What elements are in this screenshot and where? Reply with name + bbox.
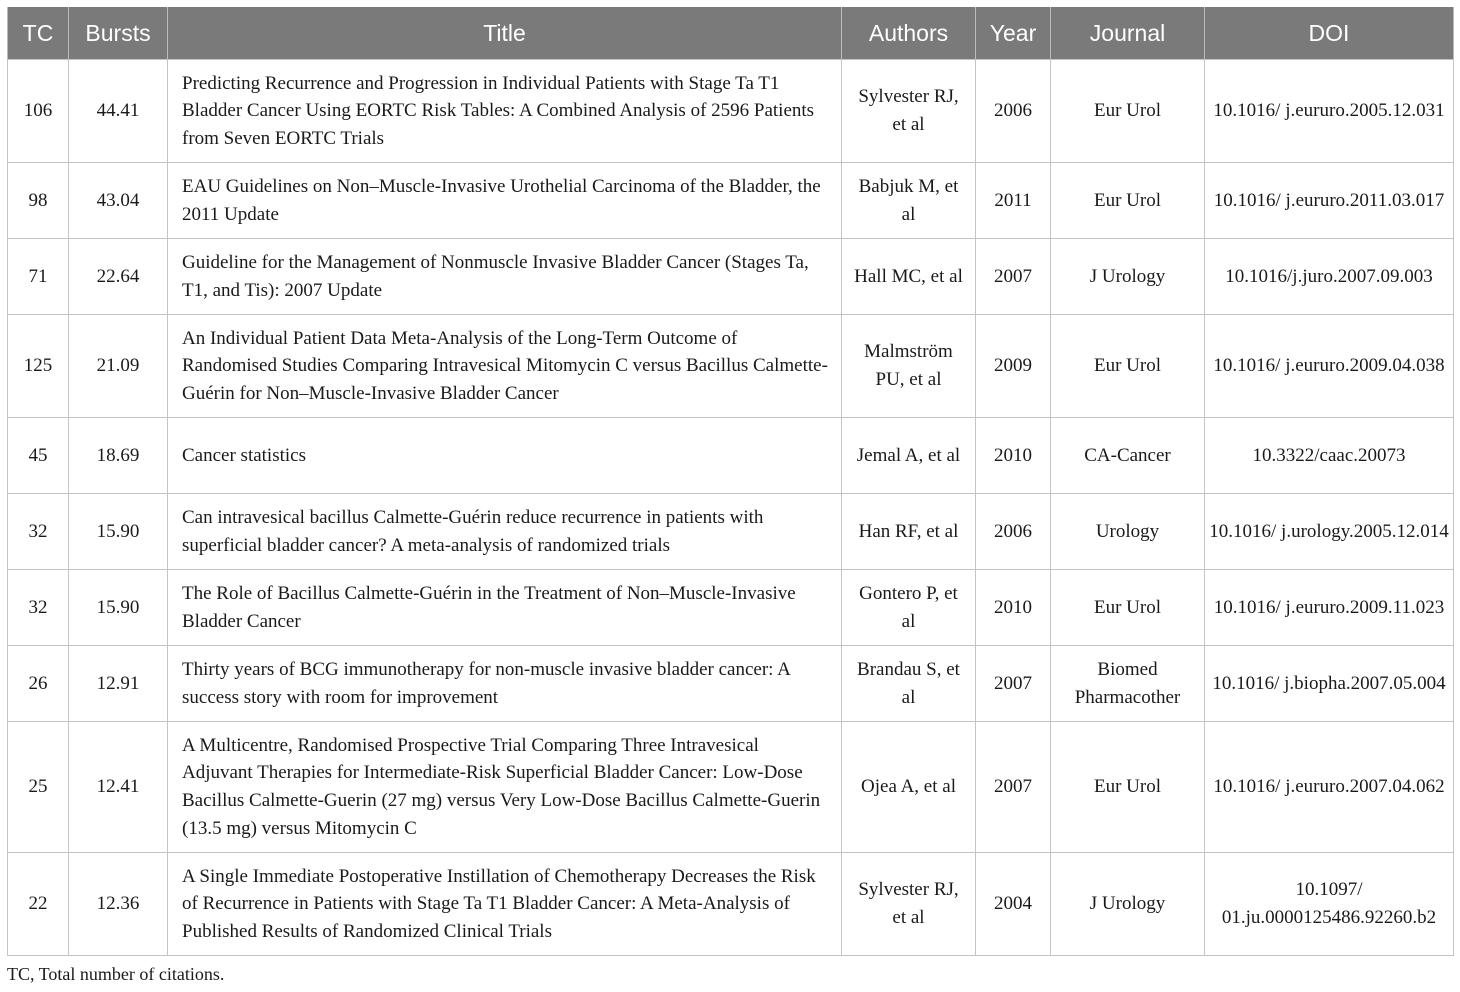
journal-cell: J Urology (1051, 853, 1205, 956)
authors-cell: Jemal A, et al (842, 418, 976, 494)
year-cell: 2006 (976, 60, 1051, 163)
tc-cell: 71 (8, 239, 69, 315)
tc-cell: 32 (8, 494, 69, 570)
tc-cell: 98 (8, 163, 69, 239)
title-cell: Predicting Recurrence and Progression in Individual Patients with Stage Ta T1 Bladder Cancer Using EORTC Risk Tables: A Combined Analysis of 2596 Patients from Seven EORTC Trials (168, 60, 842, 163)
doi-cell: 10.1016/ j.eururo.2007.04.062 (1205, 722, 1454, 853)
year-cell: 2010 (976, 570, 1051, 646)
year-cell: 2009 (976, 315, 1051, 418)
doi-cell: 10.1016/ j.eururo.2009.04.038 (1205, 315, 1454, 418)
column-header-bursts: Bursts (69, 7, 168, 60)
authors-cell: Ojea A, et al (842, 722, 976, 853)
authors-cell: Sylvester RJ, et al (842, 853, 976, 956)
bursts-cell: 43.04 (69, 163, 168, 239)
table-row (8, 418, 1454, 494)
tc-cell: 125 (8, 315, 69, 418)
year-cell: 2006 (976, 494, 1051, 570)
tc-cell: 106 (8, 60, 69, 163)
title-cell: EAU Guidelines on Non–Muscle-Invasive Urothelial Carcinoma of the Bladder, the 2011 Update (168, 163, 842, 239)
doi-cell: 10.1016/ j.biopha.2007.05.004 (1205, 646, 1454, 722)
year-cell: 2007 (976, 646, 1051, 722)
table-row (8, 239, 1454, 315)
bursts-cell: 21.09 (69, 315, 168, 418)
year-cell: 2010 (976, 418, 1051, 494)
bursts-cell: 12.91 (69, 646, 168, 722)
bursts-cell: 18.69 (69, 418, 168, 494)
journal-cell: Urology (1051, 494, 1205, 570)
journal-cell: Eur Urol (1051, 315, 1205, 418)
doi-cell: 10.1016/ j.eururo.2009.11.023 (1205, 570, 1454, 646)
authors-cell: Brandau S, et al (842, 646, 976, 722)
doi-cell: 10.1016/ j.eururo.2005.12.031 (1205, 60, 1454, 163)
bursts-cell: 44.41 (69, 60, 168, 163)
tc-cell: 25 (8, 722, 69, 853)
tc-cell: 45 (8, 418, 69, 494)
doi-cell: 10.1016/ j.urology.2005.12.014 (1205, 494, 1454, 570)
year-cell: 2007 (976, 722, 1051, 853)
tc-cell: 22 (8, 853, 69, 956)
table-row (8, 853, 1454, 956)
journal-cell: Eur Urol (1051, 722, 1205, 853)
table-row (8, 494, 1454, 570)
bursts-cell: 15.90 (69, 570, 168, 646)
doi-cell: 10.3322/caac.20073 (1205, 418, 1454, 494)
header-row (8, 7, 1454, 60)
journal-cell: CA-Cancer (1051, 418, 1205, 494)
authors-cell: Malmström PU, et al (842, 315, 976, 418)
column-header-title: Title (168, 7, 842, 60)
title-cell: A Single Immediate Postoperative Instillation of Chemotherapy Decreases the Risk of Recurrence in Patients with Stage Ta T1 Bladder Cancer: A Meta-Analysis of Published Results of Randomized Clinical Trials (168, 853, 842, 956)
bursts-cell: 12.41 (69, 722, 168, 853)
column-header-tc: TC (8, 7, 69, 60)
bursts-cell: 22.64 (69, 239, 168, 315)
table-row (8, 570, 1454, 646)
authors-cell: Sylvester RJ, et al (842, 60, 976, 163)
bursts-cell: 15.90 (69, 494, 168, 570)
tc-cell: 26 (8, 646, 69, 722)
column-header-journal: Journal (1051, 7, 1205, 60)
authors-cell: Babjuk M, et al (842, 163, 976, 239)
journal-cell: Biomed Pharmacother (1051, 646, 1205, 722)
title-cell: Thirty years of BCG immunotherapy for non-muscle invasive bladder cancer: A success story with room for improvement (168, 646, 842, 722)
title-cell: The Role of Bacillus Calmette-Guérin in the Treatment of Non–Muscle-Invasive Bladder Cancer (168, 570, 842, 646)
table-row (8, 60, 1454, 163)
title-cell: An Individual Patient Data Meta-Analysis of the Long-Term Outcome of Randomised Studies Comparing Intravesical Mitomycin C versus Bacillus Calmette-Guérin for Non–Muscle-Invasive Bladder Cancer (168, 315, 842, 418)
doi-cell: 10.1097/ 01.ju.0000125486.92260.b2 (1205, 853, 1454, 956)
year-cell: 2004 (976, 853, 1051, 956)
journal-cell: Eur Urol (1051, 570, 1205, 646)
table-row (8, 646, 1454, 722)
journal-cell: Eur Urol (1051, 60, 1205, 163)
bursts-cell: 12.36 (69, 853, 168, 956)
title-cell: Guideline for the Management of Nonmuscle Invasive Bladder Cancer (Stages Ta, T1, and Tis): 2007 Update (168, 239, 842, 315)
table-row (8, 163, 1454, 239)
column-header-doi: DOI (1205, 7, 1454, 60)
authors-cell: Gontero P, et al (842, 570, 976, 646)
column-header-authors: Authors (842, 7, 976, 60)
tc-cell: 32 (8, 570, 69, 646)
citation-bursts-table (7, 7, 1454, 956)
year-cell: 2007 (976, 239, 1051, 315)
table-row (8, 722, 1454, 853)
table-row (8, 315, 1454, 418)
authors-cell: Hall MC, et al (842, 239, 976, 315)
column-header-year: Year (976, 7, 1051, 60)
title-cell: A Multicentre, Randomised Prospective Trial Comparing Three Intravesical Adjuvant Therapies for Intermediate-Risk Superficial Bladder Cancer: Low-Dose Bacillus Calmette-Guerin (27 mg) versus Very Low-Dose Bacillus Calmette-Guerin (13.5 mg) versus Mitomycin C (168, 722, 842, 853)
doi-cell: 10.1016/ j.eururo.2011.03.017 (1205, 163, 1454, 239)
authors-cell: Han RF, et al (842, 494, 976, 570)
year-cell: 2011 (976, 163, 1051, 239)
title-cell: Can intravesical bacillus Calmette-Guérin reduce recurrence in patients with superficial bladder cancer? A meta-analysis of randomized trials (168, 494, 842, 570)
title-cell: Cancer statistics (168, 418, 842, 494)
journal-cell: Eur Urol (1051, 163, 1205, 239)
journal-cell: J Urology (1051, 239, 1205, 315)
table-footnote: TC, Total number of citations. (7, 964, 225, 984)
doi-cell: 10.1016/j.juro.2007.09.003 (1205, 239, 1454, 315)
